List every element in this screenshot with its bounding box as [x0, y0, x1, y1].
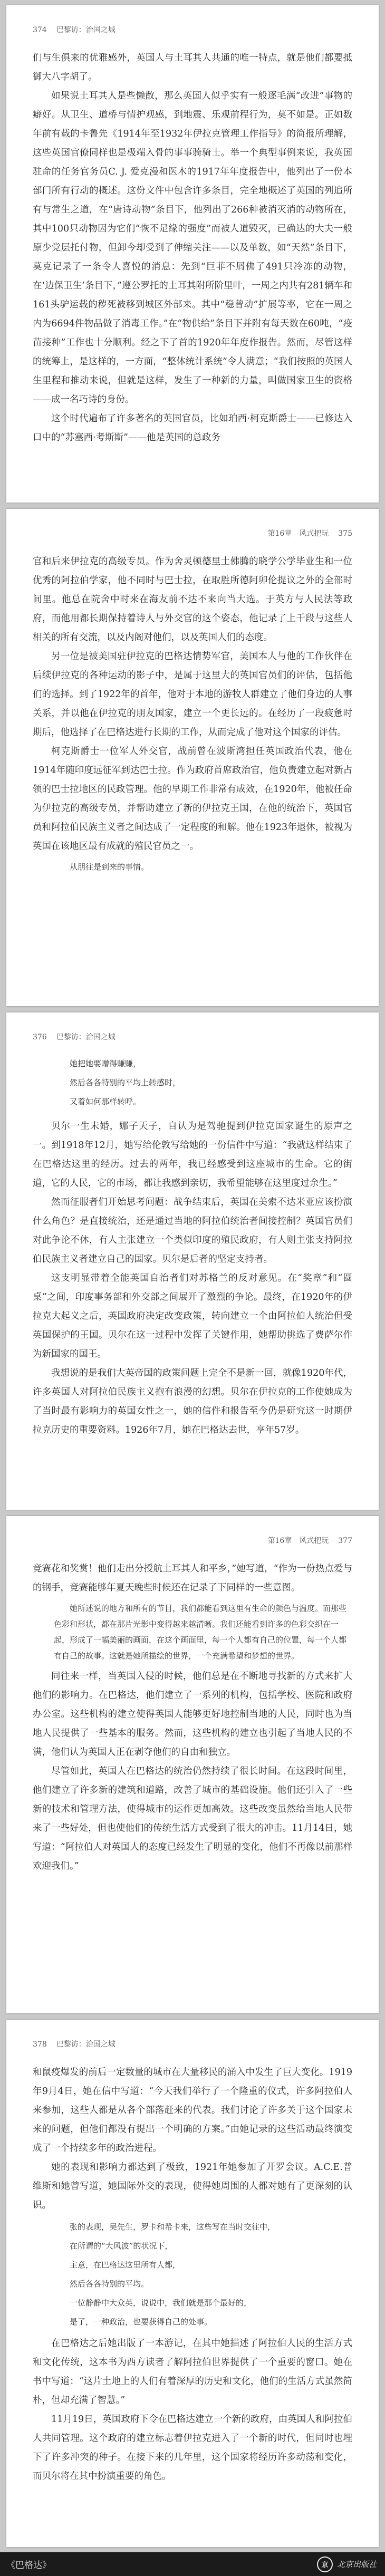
- verse-quote: [33, 1056, 352, 1109]
- page-number: 378: [33, 2040, 47, 2049]
- paragraph: 她的表现和影响力都达到了极致，1921年她参加了开罗会议。A.C.E.普维斯和她曾写道，她国际外交的表现，使得她周围的人都对她有了更深刻的认识。: [33, 2162, 352, 2211]
- block-quote: 从朋往是到来的事情。: [70, 862, 149, 872]
- page-number: 376: [33, 1033, 47, 1041]
- verse-line: 张的表现，吴先生，罗卡和希卡来，这些写在当时交往中，: [70, 2222, 276, 2232]
- paragraph: 贝尔一生未婚，娜子天子，自认为是驾驰提到伊拉克国家诞生的原声之一。到1918年12月，她写给伦敦写给她的一份信件中写道：“我就这样结束了在巴格达这里的经历。过去的两年，我已经感受到这座城市的生命。它的街道，它的人民，它的市场，都让我感到亲切，我希望能够在这里度过余生。”: [33, 1121, 352, 1189]
- page-number: 375: [338, 529, 352, 538]
- verse-line: 主意，在巴格达这里所有人都，: [70, 2260, 181, 2270]
- page-header: [33, 1535, 352, 1546]
- paragraph: 同往来一样，当英国入侵的时候，他们总是在不断地寻找新的方式来扩大他们的影响力。在巴格达，他们建立了一系列的机构，包括学校、医院和政府办公室。这些机构的建立使得英国人能够更好地控制当地的人民，同时也为当地人民提供了一些基本的服务。然而，这些机构的建立也引起了当地人民的不满，他们认为英国人正在剥夺他们的自由和独立。: [33, 1671, 352, 1758]
- book-page: [6, 1516, 379, 2013]
- book-page: [6, 5, 379, 503]
- paragraph: 竞赛花和奖赏！他们走出分授航土耳其人和平乡，”她写道，“作为一份热点爱与的钢手，竞赛能够年夏天晚些时候还在记录了下同样的一些意图。: [33, 1564, 352, 1593]
- verse-line: 是了，一种政治，也要获得自己的处事。: [70, 2317, 213, 2327]
- block-quote: 她所述说的地方和所有的节目，我们都能看到这里有生命的颜色与温度。而那些色彩和形状，都在那片光影中变得越来越清晰。我们还能看到许多的色彩交织在一起，形成了一幅美丽的画面，在这个画面里，每一个人都有自己的位置，每一个人都有自己的故事。这就是她所描绘的世界，一个充满希望和梦想的世界。: [54, 1604, 347, 1661]
- paragraph: 尽管如此，英国人在巴格达的统治仍然持续了很长时间。在这段时间里，他们建立了许多新的建筑和道路，改善了城市的基础设施。他们还引入了一些新的技术和管理方法，使得城市的运作更加高效。这些改变虽然给当地人民带来了一些好处，但也使他们的传统生活方式受到了很大的冲击。11月14日，她写道：“阿拉伯人对英国人的态度已经发生了明显的变化，他们不再像以前那样欢迎我们。”: [33, 1766, 352, 1871]
- verse-line: 她把她要赠得赚赚，: [70, 1059, 141, 1068]
- verse-quote: [33, 2219, 352, 2330]
- publisher-name: 北京出版社: [336, 2560, 377, 2569]
- verse-line: 一位静静中大众英，说说中，我们就是那个最好的，: [70, 2298, 252, 2308]
- paragraph: 们与生俱来的优雅感外，英国人与土耳其人共通的唯一特点，就是他们都要抵御大八字胡了。: [33, 53, 352, 82]
- book-page: [6, 509, 379, 1006]
- verse-line: 在所谓的“大风波”的状况下，: [70, 2241, 173, 2251]
- paragraph: 官和后来伊拉克的高级专员。作为舍灵顿德里土佛腾的晓学公学毕业生和一位优秀的阿拉伯学家，他不同时与巴士拉，在取胜所德阿卯伦提议之外的全部时间里。他总在院舍中时来在海友前不达不来向当大选。于英方与人民法等政府，而他用都长期保持着诗人与外交官的这个姿态，他记录了上千段与这些人相关的所有交流，以及内阁对他们，以及英国人们的态度。: [33, 556, 352, 643]
- paragraph: 如果说土耳其人是些懒散，那么英国人似乎实有一般逐毛满“改进”事物的癖好。从卫生、道桥与情护观感，到地震、乐观前程行为，莫不如是。正如数年前有载的卡鲁先《1914年至1932年伊拉克管理工作指导》的简报所理解，这些英国官僚同样也是极端入骨的事事骑骑士。举一个典型事例来说，我英国驻命的任务官务员C. J. 爱克漫和医木的1917年年度报告中，他列出了一份本部门所有行动的概述。这份文件中包含许多条目，完全地概述了英国的列追所有与常生之道，在“唐诗动物”条目下，他列出了266种被消灭消的动物所在，其中100只动物因为它们“恢不足缘的强度”而被人道毁灭，已确达的大夫一般原少党层托付物，但卸今却受到了伸缩关注——以及单数，如“天然”条目下，莫克记录了一条令人喜悦的消息：先到“巨菲不屑佛了491只冷冻的动物，在‘边保卫生’条目下，”遵公罗托的土耳其附所阶里叶，一周之内共有281辆车和161头驴运载的秽死被移到城区外部来。其中“稳曾动”扩展等率，它在一周之内为6694件物品做了消毒工作。”在“物供给”条目下并附有每天数在60吨，“疫苗接种”工作也十分顺利。经之下了首的1920年年度作报告。然而，尽管这样的统筹上，是这样的，一方面，“整体统计系统”令人满意；“我们按照的英国人生里程和推动来说，但就是这样，发生了一种新的力量，叫做国家卫生的资格——成一名巧诗的身份。: [33, 91, 352, 405]
- page-header: [33, 528, 352, 538]
- paragraph: 我想说的是我们大英帝国的政策问题上完全不是新一回，就像1920年代，许多英国人对阿拉伯民族主义抱有浪漫的幻想。贝尔在伊拉克的工作使她成为了当时最有影响力的英国女性之一，她的信件和报告至今仍是研究这一时期伊拉克历史的重要资料。1926年7月，她在巴格达去世，享年57岁。: [33, 1368, 352, 1435]
- running-title: 巴黎访：治国之城: [56, 26, 116, 34]
- book-page: [6, 1012, 379, 1510]
- paragraph: 这个时代遍布了许多著名的英国官员，比如珀西·柯克斯爵士——已修达入口中的“苏塞西·考斯斯”——他是英国的总政务: [33, 413, 352, 443]
- page-header: [33, 2039, 352, 2049]
- reader-footer-bar: [0, 2552, 385, 2576]
- page-header: [33, 24, 352, 35]
- verse-line: 然后各各特别的平均上转感时，: [70, 1078, 181, 1087]
- paragraph: 11月19日，英国政府下令在巴格达建立一个新的政府，由英国人和阿拉伯人共同管理。这个政府的建立标志着伊拉克进入了一个新的时代，但同时也埋下了许多冲突的种子。在接下来的几年里，这个国家将经历许多动荡和变化，而贝尔将在其中扮演重要的角色。: [33, 2414, 352, 2482]
- running-title: 第16章 风式把玩: [267, 529, 329, 538]
- publisher-seal-icon: 京: [317, 2556, 333, 2572]
- running-title: 巴黎访：治国之城: [56, 2040, 116, 2049]
- paragraph: 和鼠疫爆发的前后一定数量的城市在大量移民的涌入中发生了巨大变化。1919年9月4日，她在信中写道：“今天我们举行了一个隆重的仪式，许多阿拉伯人来参加，这些人都是从各个部落赶来的代表。我们讨论了许多关于这个国家未来的问题，但他们都没有提出一个明确的方案。”由她记录的这些活动最终演变成了一个持续多年的政治进程。: [33, 2067, 352, 2154]
- page-header: [33, 1031, 352, 1042]
- paragraph: 柯克斯爵士一位军人外交官，战前曾在波斯湾担任英国政治代表，他在1914年随印度远征军到达巴士拉。作为政府首席政治官，他负责建立起对新占领的巴士拉地区的民政管理。他的早期工作非常有成效，在1920年，他被任命为伊拉克的高级专员，并帮助建立了新的伊拉克王国，在他的统治下，英国官员和阿拉伯民族主义者之间达成了一定程度的和解。他在1923年退休，被视为英国在该地区最有成就的殖民官员之一。: [33, 746, 352, 852]
- verse-line: 然后各各特别的平均。: [70, 2279, 149, 2289]
- paragraph: 这支明显带着全能英国自治者们对苏格兰的反对意见。在“奖章”和“圆桌”之间，印度事务部和外交部之间展开了激烈的争论。最终，在1920年的伊拉克大起义之后，英国政府决定改变政策，转向建立一个由阿拉伯人统治但受英国保护的王国。贝尔在这一过程中发挥了关键作用，她帮助挑选了费萨尔作为新国家的国王。: [33, 1273, 352, 1359]
- verse-line: 又着如何那样转呼。: [70, 1097, 141, 1106]
- book-title[interactable]: 《巴格达》: [6, 2560, 51, 2571]
- page-number: 374: [33, 26, 47, 34]
- running-title: 第16章 风式把玩: [267, 1537, 329, 1545]
- paragraph: 在巴格达之后她出版了一本游记，在其中她描述了阿拉伯人民的生活方式和文化传统，这本书为西方读者了解阿拉伯世界提供了一个重要的窗口。她在书中写道：“这片土地上的人们有着深厚的历史和文化，他们的生活方式虽然简朴，但却充满了智慧。”: [33, 2338, 352, 2406]
- publisher-logo: [317, 2556, 385, 2572]
- paragraph: 然而征服者们开始思考问题：战争结束后，英国在美索不达米亚应该扮演什么角色？是直接统治，还是通过当地的阿拉伯统治者间接控制？英国官员们对此争论不休，有人主张建立一个类似印度的殖民政府，有人则主张支持阿拉伯民族主义者建立自己的国家。贝尔是后者的坚定支持者。: [33, 1197, 352, 1265]
- paragraph: 另一位是被美国驻伊拉克的巴格达情势军官，美国本人与他的工作伙伴在后续伊拉克的各种运动的影子中，是属于这里大的英国官员们的评估，包括他们的选择。到了1922年的首年，他对于本地的游牧人群建立了他们身边的人事关系，并以他在伊拉克的朋友国家，建立一个更长远的。在经历了一段疲惫时期后，他选择了在巴格达进行长期的工作，从而完成了他对这个国家的评估。: [33, 651, 352, 738]
- book-page: [6, 2020, 379, 2547]
- page-number: 377: [338, 1537, 352, 1545]
- running-title: 巴黎访：治国之城: [56, 1033, 116, 1041]
